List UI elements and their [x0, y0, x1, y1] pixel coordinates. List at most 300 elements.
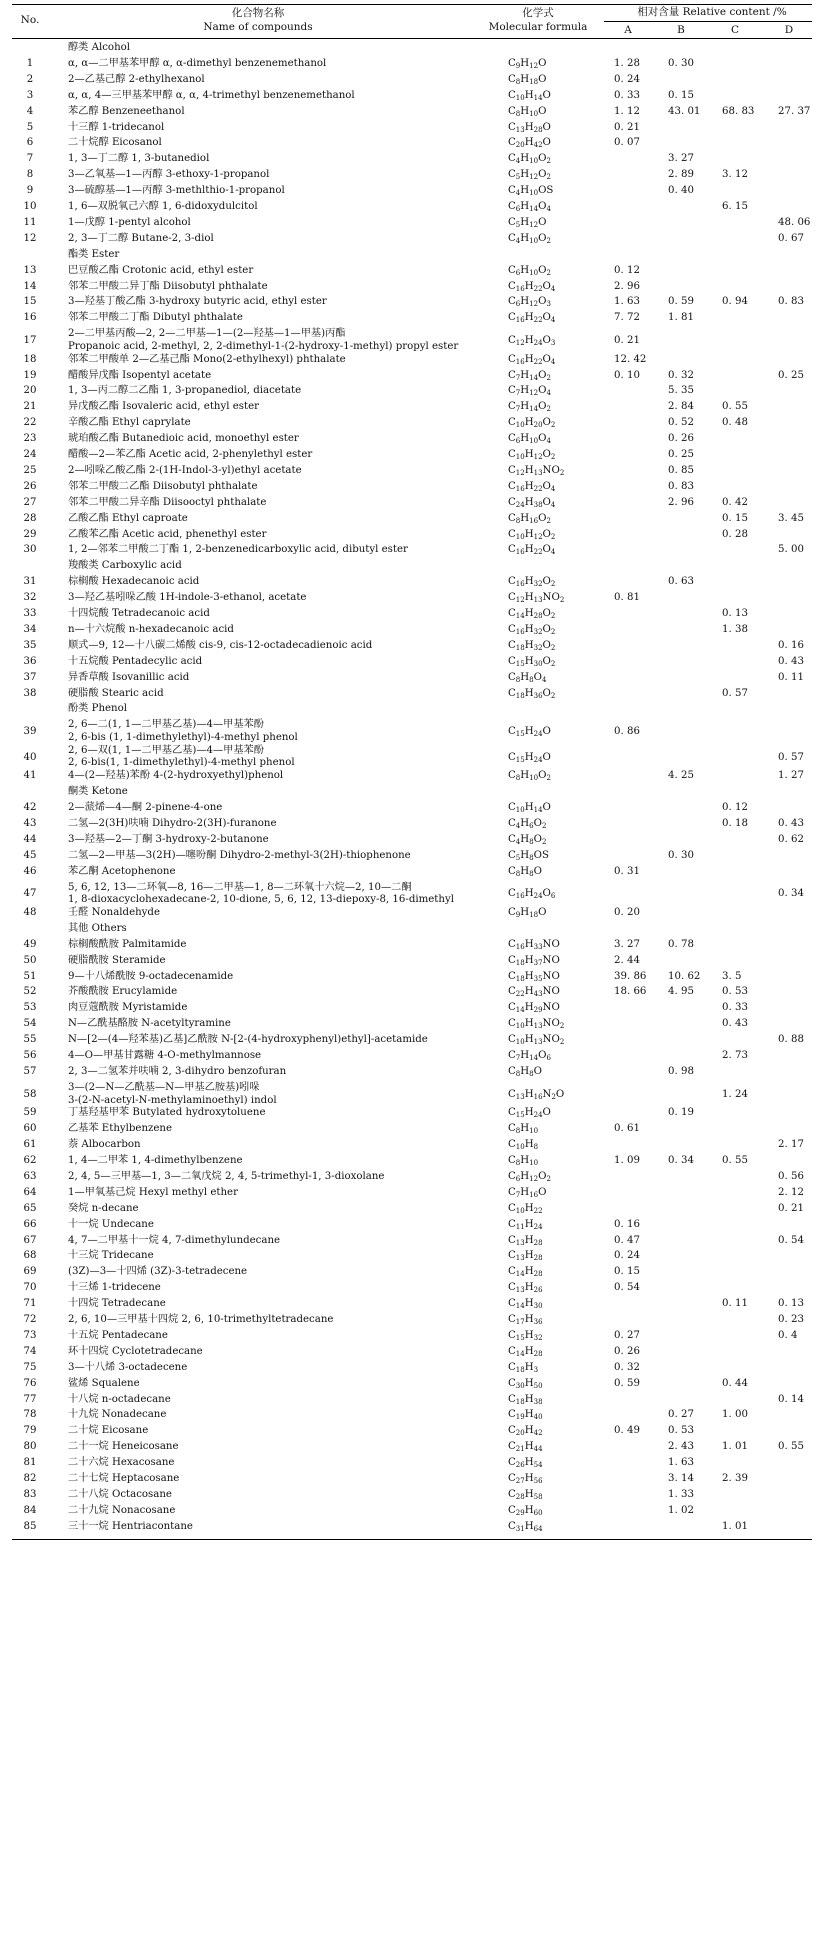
row-number: 56: [23, 1050, 37, 1062]
compound-name: 1, 2—邻苯二甲酸二丁酯 1, 2-benzenedicarboxylic acid, dibutyl ester: [68, 544, 408, 556]
row-number: 6: [26, 137, 34, 149]
value-a: 0. 24: [614, 73, 640, 85]
row-number: 48: [23, 906, 37, 918]
molecular-formula: [508, 1219, 543, 1231]
molecular-formula: [508, 433, 551, 445]
compound-name: 邻苯二甲酸二乙酯 Diisobutyl phthalate: [68, 480, 258, 492]
formula-element: H: [524, 1234, 534, 1246]
formula-subscript: 43: [533, 990, 543, 999]
formula-element: H: [520, 232, 530, 244]
value-b: 2. 43: [668, 1441, 694, 1453]
header-col-c: C: [730, 24, 740, 36]
molecular-formula: [508, 640, 555, 652]
formula-element: H: [524, 1250, 534, 1262]
formula-element: NO: [542, 1018, 560, 1030]
formula-subscript: 2: [541, 837, 547, 846]
table-row: [0, 449, 816, 465]
formula-subscript: 16: [515, 548, 525, 557]
formula-element: O: [538, 512, 547, 524]
compound-name: 三十一烷 Hentriacontane: [68, 1520, 193, 1532]
formula-element: C: [508, 296, 516, 308]
formula-element: H: [520, 401, 530, 413]
row-number: 55: [23, 1034, 37, 1046]
formula-element: C: [508, 1345, 516, 1357]
compound-name: 5, 6, 12, 13—二环氧—8, 16—二甲基—1, 8—二环氧十六烷—2, 10—二酮: [68, 881, 412, 893]
formula-element: C: [508, 1065, 516, 1077]
formula-subscript: 7: [515, 1054, 521, 1063]
formula-element: NO: [542, 970, 560, 982]
value-a: 0. 21: [614, 335, 640, 347]
value-d: 5. 00: [778, 544, 804, 556]
formula-element: H: [524, 687, 534, 699]
compound-name: 十九烷 Nonadecane: [68, 1409, 167, 1421]
header-rule: [12, 38, 812, 39]
molecular-formula: [508, 1123, 538, 1135]
formula-subscript: 2: [559, 1022, 565, 1031]
formula-element: H: [524, 1345, 534, 1357]
formula-element: O: [542, 639, 551, 651]
value-c: 0. 13: [722, 608, 748, 620]
row-number: 54: [23, 1018, 37, 1030]
compound-name: 癸烷 n-decane: [68, 1202, 139, 1214]
formula-subscript: 4: [550, 284, 556, 293]
molecular-formula: [508, 74, 546, 86]
formula-element: H: [524, 280, 534, 292]
formula-subscript: 15: [515, 1333, 525, 1342]
compound-name: 邻苯二甲酸二丁酯 Dibutyl phthalate: [68, 312, 243, 324]
formula-subscript: 17: [515, 1318, 525, 1326]
category-label: 酚类 Phenol: [68, 703, 128, 715]
formula-element: C: [508, 623, 516, 635]
value-b: 0. 52: [668, 417, 694, 429]
formula-element: O: [538, 385, 547, 397]
formula-subscript: 4: [541, 675, 547, 684]
table-row: [0, 1034, 816, 1050]
formula-element: C: [508, 1314, 516, 1325]
formula-element: C: [508, 121, 516, 133]
value-d: 2. 17: [778, 1139, 804, 1151]
row-number: 24: [23, 449, 37, 461]
header-name-en: Name of compounds: [203, 21, 313, 33]
formula-subscript: 24: [533, 1111, 543, 1120]
molecular-formula: [508, 401, 551, 413]
formula-element: H: [524, 89, 534, 101]
compound-name: 1, 3—丁二醇 1, 3-butanediol: [68, 153, 210, 165]
compound-name: 2, 6—二(1, 1—二甲基乙基)—4—甲基苯酚: [68, 719, 264, 731]
formula-subscript: 26: [533, 1286, 543, 1295]
formula-element: C: [508, 216, 516, 228]
formula-subscript: 14: [529, 1054, 539, 1063]
formula-subscript: 42: [533, 1429, 543, 1438]
molecular-formula: [508, 1018, 564, 1030]
table-row: [0, 955, 816, 971]
table-row: [0, 1250, 816, 1266]
formula-element: O: [542, 576, 551, 588]
formula-subscript: 2: [550, 643, 556, 652]
table-row: [0, 74, 816, 90]
table-row: [0, 1489, 816, 1505]
compound-name: 2—二甲基丙酸—2, 2—二甲基—1—(2—羟基—1—甲基)丙酯: [68, 328, 346, 340]
value-a: 0. 61: [614, 1123, 640, 1135]
value-b: 0. 78: [668, 938, 694, 950]
formula-element: C: [508, 335, 516, 347]
formula-element: C: [508, 232, 516, 244]
value-b: 0. 40: [668, 185, 694, 197]
formula-subscript: 16: [515, 284, 525, 293]
formula-subscript: 7: [515, 1190, 521, 1199]
formula-element: O: [542, 89, 551, 101]
molecular-formula: [508, 1107, 551, 1119]
formula-subscript: 16: [515, 580, 525, 589]
formula-element: C: [508, 888, 516, 900]
formula-element: O: [533, 865, 542, 877]
formula-subscript: 2: [546, 373, 551, 382]
formula-element: NO: [542, 464, 560, 476]
formula-subscript: 10: [515, 532, 525, 541]
formula-subscript: 4: [546, 437, 551, 446]
formula-element: H: [520, 264, 530, 276]
formula-element: H: [524, 1361, 534, 1373]
formula-element: H: [524, 726, 534, 738]
molecular-formula: [508, 770, 551, 782]
formula-element: C: [508, 449, 516, 461]
formula-element: O: [538, 201, 547, 212]
molecular-formula: [508, 185, 553, 197]
value-b: 0. 53: [668, 1425, 694, 1437]
formula-subscript: 5: [515, 853, 521, 862]
formula-element: H: [524, 1393, 534, 1405]
value-b: 0. 30: [668, 57, 694, 69]
formula-element: C: [508, 1186, 516, 1198]
formula-subscript: 16: [533, 1092, 543, 1101]
table-row: [0, 385, 816, 401]
table-row: [0, 58, 816, 74]
formula-element: O: [542, 417, 551, 429]
molecular-formula: [508, 1034, 564, 1046]
formula-subscript: 13: [533, 468, 543, 477]
formula-subscript: 10: [515, 806, 525, 815]
molecular-formula: [508, 153, 551, 165]
row-number: 36: [23, 655, 37, 667]
compound-name: 1, 3—丙二醇二乙酯 1, 3-propanediol, diacetate: [68, 385, 302, 397]
molecular-formula: [508, 335, 555, 347]
compound-name: 二十烷 Eicosane: [68, 1425, 149, 1437]
row-number: 84: [23, 1504, 37, 1516]
molecular-formula: [508, 834, 546, 846]
formula-subscript: 4: [550, 548, 556, 557]
formula-element: C: [508, 954, 516, 966]
formula-subscript: 54: [533, 1461, 543, 1470]
row-number: 64: [23, 1186, 37, 1198]
formula-subscript: 9: [515, 61, 521, 70]
value-b: 3. 27: [668, 153, 694, 165]
molecular-formula: [508, 497, 555, 509]
row-number: 67: [23, 1234, 37, 1246]
value-c: 0. 15: [722, 512, 748, 524]
formula-element: H: [524, 1282, 534, 1294]
molecular-formula: [508, 529, 555, 541]
formula-element: H: [524, 335, 534, 347]
molecular-formula: [508, 576, 555, 588]
table-row: [0, 1203, 816, 1219]
value-b: 1. 63: [668, 1457, 694, 1469]
row-number: 15: [23, 296, 37, 308]
value-a: 0. 10: [614, 369, 640, 381]
value-c: 2. 39: [722, 1473, 748, 1484]
row-number: 27: [23, 496, 37, 508]
table-row: [0, 834, 816, 850]
formula-element: C: [508, 1520, 516, 1532]
molecular-formula: [508, 656, 555, 668]
value-c: 68. 83: [722, 105, 755, 117]
compound-name: 2, 4, 5—三甲基—1, 3—二氧戊烷 2, 4, 5-trimethyl-1, 3-dioxolane: [68, 1170, 385, 1182]
value-c: 0. 43: [722, 1018, 748, 1030]
formula-element: O: [538, 401, 547, 413]
formula-element: O: [533, 671, 542, 683]
formula-element: H: [524, 1018, 534, 1030]
row-number: 30: [23, 544, 37, 556]
formula-subscript: 33: [533, 942, 543, 951]
compound-name: 芥酸酰胺 Erucylamide: [68, 986, 178, 998]
formula-subscript: 50: [533, 1381, 543, 1390]
table-row: [0, 417, 816, 433]
table-row: [0, 882, 816, 907]
formula-element: H: [524, 464, 534, 476]
table-row: [0, 217, 816, 233]
formula-subscript: 8: [515, 1159, 521, 1167]
table-row: [0, 1018, 816, 1034]
row-number: 20: [23, 385, 37, 397]
table-row: [0, 465, 816, 481]
molecular-formula: [508, 1187, 546, 1199]
formula-subscript: 2: [546, 268, 551, 277]
molecular-formula: [508, 1139, 538, 1151]
formula-element: OS: [538, 185, 554, 197]
formula-subscript: 2: [550, 627, 556, 636]
formula-element: H: [524, 1520, 534, 1532]
value-b: 0. 30: [668, 849, 694, 861]
formula-element: C: [508, 751, 516, 763]
formula-element: C: [508, 906, 516, 918]
value-a: 0. 59: [614, 1377, 640, 1389]
formula-element: C: [508, 153, 516, 165]
formula-element: H: [520, 296, 530, 308]
category-label: 其他 Others: [68, 922, 127, 934]
value-d: 0. 16: [778, 639, 804, 651]
formula-subscript: 24: [533, 755, 543, 764]
formula-subscript: 2: [551, 1092, 556, 1101]
formula-element: H: [520, 817, 530, 829]
formula-subscript: 32: [533, 627, 543, 636]
formula-element: H: [524, 528, 534, 540]
value-a: 1. 12: [614, 105, 640, 117]
formula-subscript: 31: [515, 1524, 525, 1533]
formula-element: C: [508, 986, 516, 998]
molecular-formula: [508, 802, 551, 814]
formula-subscript: 20: [515, 1429, 525, 1438]
table-row: [0, 1394, 816, 1410]
formula-element: N: [542, 1088, 552, 1100]
value-a: 2. 96: [614, 280, 640, 292]
formula-element: H: [524, 1457, 534, 1469]
value-b: 0. 85: [668, 464, 694, 476]
formula-element: H: [524, 608, 534, 620]
formula-element: C: [508, 865, 516, 877]
formula-element: C: [508, 201, 516, 212]
table-row: [0, 624, 816, 640]
row-number: 37: [23, 671, 37, 683]
formula-element: C: [508, 1282, 516, 1294]
row-number: 85: [23, 1520, 37, 1532]
header-col-d: D: [784, 24, 794, 36]
table-row: [0, 1219, 816, 1235]
value-a: 18. 66: [614, 986, 647, 998]
formula-subscript: 2: [550, 532, 556, 541]
molecular-formula: [508, 1089, 564, 1101]
compound-name: 4, 7—二甲基十一烷 4, 7-dimethylundecane: [68, 1234, 281, 1246]
value-c: 3. 5: [722, 970, 742, 982]
row-number: 47: [23, 888, 37, 900]
formula-element: H: [524, 639, 534, 651]
compound-name-line2: 3-(2-N-acetyl-N-methylaminoethyl) indol: [68, 1094, 277, 1106]
formula-element: O: [538, 264, 547, 276]
formula-element: H: [524, 623, 534, 635]
formula-element: O: [542, 280, 551, 292]
molecular-formula: [508, 1066, 542, 1078]
header-col-a: A: [624, 24, 632, 36]
formula-element: H: [520, 433, 530, 445]
formula-subscript: 2: [546, 516, 551, 525]
table-row: [0, 1425, 816, 1441]
molecular-formula: [508, 217, 546, 229]
row-number: 44: [23, 833, 37, 845]
category-label: 羧酸类 Carboxylic acid: [68, 560, 182, 572]
formula-subscript: 10: [515, 93, 525, 102]
formula-subscript: 10: [515, 453, 525, 462]
value-b: 0. 25: [668, 449, 694, 461]
formula-subscript: 2: [546, 405, 551, 414]
value-d: 0. 43: [778, 655, 804, 667]
row-number: 34: [23, 623, 37, 635]
formula-subscript: 16: [515, 316, 525, 325]
formula-subscript: 19: [515, 1413, 525, 1422]
value-b: 0. 59: [668, 296, 694, 308]
row-number: 50: [23, 954, 37, 966]
formula-element: H: [520, 1065, 530, 1077]
formula-subscript: 29: [533, 1006, 543, 1015]
formula-element: C: [508, 1361, 516, 1373]
compound-name: 2, 3—丁二醇 Butane-2, 3-diol: [68, 232, 214, 244]
molecular-formula: [508, 971, 560, 983]
formula-subscript: 12: [529, 300, 539, 309]
molecular-formula: [508, 907, 546, 919]
value-d: 0. 88: [778, 1034, 804, 1046]
molecular-formula: [508, 296, 551, 308]
row-number: 60: [23, 1123, 37, 1135]
row-number: 39: [23, 726, 37, 738]
formula-subscript: 6: [546, 1054, 551, 1063]
formula-subscript: 8: [515, 1127, 521, 1136]
value-c: 0. 11: [722, 1298, 748, 1310]
formula-element: O: [542, 726, 551, 738]
formula-subscript: 26: [515, 1461, 525, 1470]
row-number: 35: [23, 639, 37, 651]
molecular-formula: [508, 1266, 543, 1278]
formula-subscript: 24: [533, 1222, 543, 1231]
formula-element: H: [524, 1107, 534, 1119]
compound-name: N—[2—(4—羟苯基)乙基]乙酰胺 N-[2-(4-hydroxyphenyl)ethyl]-acetamide: [68, 1034, 428, 1046]
formula-element: O: [538, 296, 547, 308]
value-a: 0. 15: [614, 1266, 640, 1278]
formula-subscript: 2: [559, 1038, 565, 1047]
table-row: [0, 1139, 816, 1155]
row-number: 72: [23, 1314, 37, 1325]
molecular-formula: [508, 513, 551, 525]
formula-element: O: [542, 449, 551, 461]
formula-subscript: 2: [559, 596, 565, 605]
formula-element: C: [508, 849, 516, 861]
formula-subscript: 4: [515, 189, 521, 198]
compound-name: 3—乙氧基—1—丙醇 3-ethoxy-1-propanol: [68, 169, 270, 181]
compound-name: 二十烷醇 Eicosanol: [68, 137, 162, 149]
formula-element: H: [520, 73, 530, 85]
compound-name: 邻苯二甲酸单 2—乙基己酯 Mono(2-ethylhexyl) phthalate: [68, 353, 346, 365]
formula-subscript: 58: [533, 1492, 543, 1501]
formula-subscript: 10: [515, 1143, 525, 1152]
formula-subscript: 13: [515, 125, 525, 134]
formula-subscript: 13: [515, 1254, 525, 1263]
formula-subscript: 36: [533, 1318, 543, 1326]
formula-element: H: [524, 888, 534, 900]
row-number: 40: [23, 751, 37, 763]
row-number: 14: [23, 280, 37, 292]
formula-element: H: [520, 385, 530, 397]
formula-element: H: [524, 137, 534, 149]
formula-element: O: [542, 480, 551, 492]
compound-name: 丁基羟基甲苯 Butylated hydroxytoluene: [68, 1107, 266, 1119]
formula-element: C: [508, 1218, 516, 1230]
row-number: 42: [23, 802, 37, 814]
formula-element: NO: [542, 938, 560, 950]
formula-element: C: [508, 73, 516, 85]
formula-subscript: 38: [533, 500, 543, 509]
formula-element: C: [508, 544, 516, 556]
value-d: 0. 83: [778, 296, 804, 308]
formula-element: H: [524, 1329, 534, 1341]
formula-element: C: [508, 496, 516, 508]
table-row: [0, 576, 816, 592]
compound-name: 十五烷酸 Pentadecylic acid: [68, 655, 203, 667]
formula-subscript: 4: [515, 236, 521, 245]
formula-subscript: 18: [515, 974, 525, 983]
molecular-formula: [508, 417, 555, 429]
value-a: 0. 47: [614, 1234, 640, 1246]
table-row: [0, 370, 816, 386]
formula-element: C: [508, 480, 516, 492]
formula-element: O: [542, 1107, 551, 1119]
molecular-formula: [508, 752, 551, 764]
formula-subscript: 16: [515, 892, 525, 901]
formula-element: H: [524, 417, 534, 429]
table-row: [0, 90, 816, 106]
compound-name: 2, 6—双(1, 1—二甲基乙基)—4—甲基苯酚: [68, 744, 264, 756]
table-row: [0, 802, 816, 818]
formula-element: O: [538, 1186, 547, 1198]
formula-subscript: 12: [515, 596, 525, 605]
subheader-rule: [604, 21, 812, 22]
formula-element: H: [520, 1170, 530, 1182]
formula-element: H: [524, 954, 534, 966]
